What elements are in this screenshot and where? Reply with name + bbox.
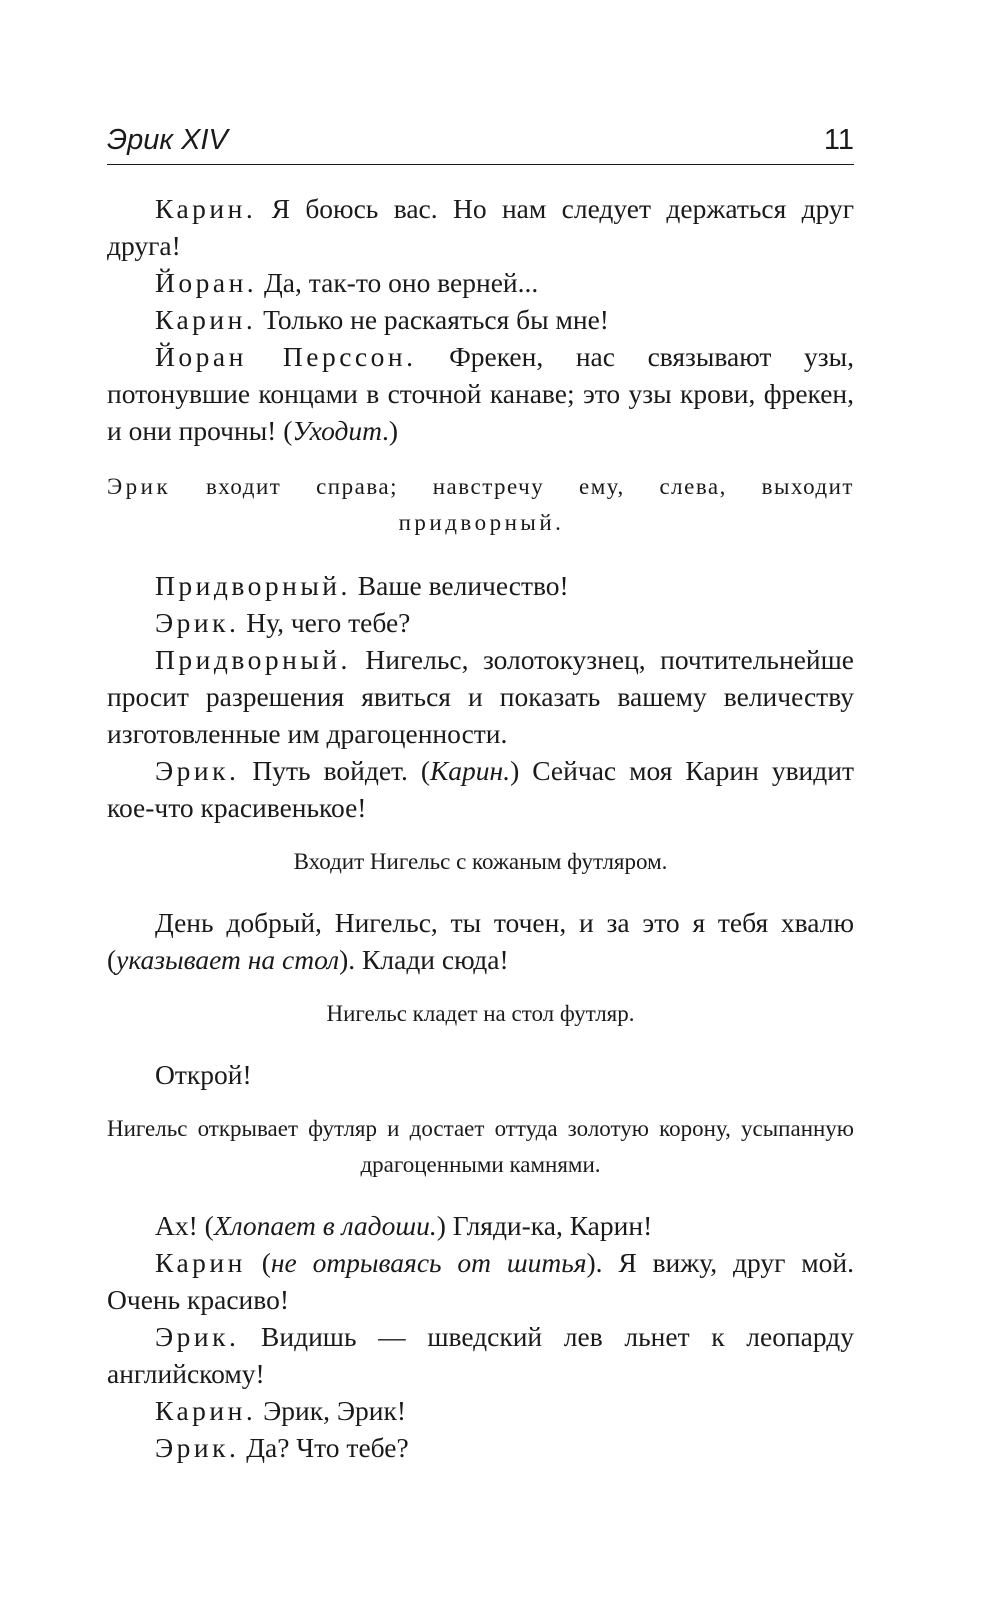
running-title: Эрик XIV (107, 124, 228, 156)
speaker-name: Эрик. (155, 755, 240, 786)
line-text: ( (245, 1247, 271, 1278)
dialogue-line (107, 264, 854, 301)
page-number: 11 (823, 124, 854, 156)
speaker-name: Йоран Перссон. (155, 341, 417, 372)
stage-direction: Нигельс открывает футляр и достает оттуда золотую корону, усыпанную драгоценными камнями. (107, 1116, 854, 1177)
dialogue-line (107, 1429, 854, 1466)
direction-text: . (555, 510, 563, 535)
character-name: придворный (398, 510, 556, 535)
speaker-name: Карин. (155, 1395, 257, 1426)
line-text: ) Сейчас моя Карин увидит кое-что красивенькое! (107, 755, 854, 823)
line-text: Только не раскаяться бы мне! (256, 304, 609, 335)
speaker-name: Эрик. (155, 607, 240, 638)
dialogue-line (107, 641, 854, 752)
speaker-name: Карин. (155, 304, 257, 335)
dialogue-line: Открой! (155, 1059, 252, 1090)
dialogue-line (107, 752, 854, 826)
line-text: Путь войдет. ( (239, 755, 431, 786)
direction-text: входит справа; навстречу ему, слева, выходит (171, 474, 854, 499)
speaker-name: Карин. (155, 193, 257, 224)
dialogue-line (107, 1392, 854, 1429)
speaker-name: Йоран. (155, 267, 258, 298)
stage-aside: Уходит (292, 415, 383, 446)
dialogue-line (107, 1207, 854, 1244)
line-text: ) Гляди-ка, Карин! (436, 1210, 653, 1241)
character-name: Эрик (107, 474, 172, 499)
stage-aside: Хлопает в ладоши. (213, 1210, 437, 1241)
speaker-name: Эрик. (155, 1321, 240, 1352)
line-text: Видишь — шведский лев льнет к леопарду английскому! (107, 1321, 854, 1389)
line-text: ). Я вижу, друг мой. Очень красиво! (107, 1247, 854, 1315)
dialogue-line (107, 567, 854, 604)
line-text: Да? Что тебе? (239, 1432, 409, 1463)
line-text: Фрекен, нас связывают узы, потонувшие концами в сточной канаве; это узы крови, фрекен, и они прочны! ( (107, 341, 854, 446)
line-text: Нигельс, золотокузнец, почтительнейше просит разрешения явиться и показать вашему величеству изготовленные им драгоценности. (107, 644, 854, 749)
dialogue-line (107, 1318, 854, 1392)
line-text: День добрый, Нигельс, ты точен, и за это я тебя хвалю ( (107, 907, 854, 975)
line-text: Да, так-то оно верней... (257, 267, 539, 298)
line-text: .) (382, 415, 399, 446)
speaker-name: Придворный. (155, 644, 351, 675)
line-text: ). Клади сюда! (339, 944, 509, 975)
speaker-name: Придворный. (155, 570, 351, 601)
line-text: Я боюсь вас. Но нам следует держаться друг друга! (107, 193, 854, 261)
line-text: Ах! ( (155, 1210, 214, 1241)
dialogue-line (107, 190, 854, 264)
stage-aside: указывает на стол (116, 944, 340, 975)
play-text (107, 190, 854, 1466)
line-text: Эрик, Эрик! (256, 1395, 406, 1426)
dialogue-line (107, 604, 854, 641)
dialogue-line (107, 338, 854, 449)
stage-direction (107, 469, 854, 541)
stage-direction: Нигельс кладет на стол футляр. (326, 1001, 635, 1026)
line-text: Ну, чего тебе? (239, 607, 411, 638)
stage-aside: не отрываясь от шитья (270, 1247, 587, 1278)
dialogue-line (107, 1244, 854, 1318)
stage-aside: Карин. (430, 755, 511, 786)
running-header (107, 122, 854, 165)
dialogue-line (107, 301, 854, 338)
speaker-name: Эрик. (155, 1432, 240, 1463)
line-text: Ваше величество! (350, 570, 569, 601)
speaker-name: Карин (155, 1247, 246, 1278)
dialogue-line (107, 904, 854, 978)
stage-direction: Входит Нигельс с кожаным футляром. (293, 849, 668, 874)
